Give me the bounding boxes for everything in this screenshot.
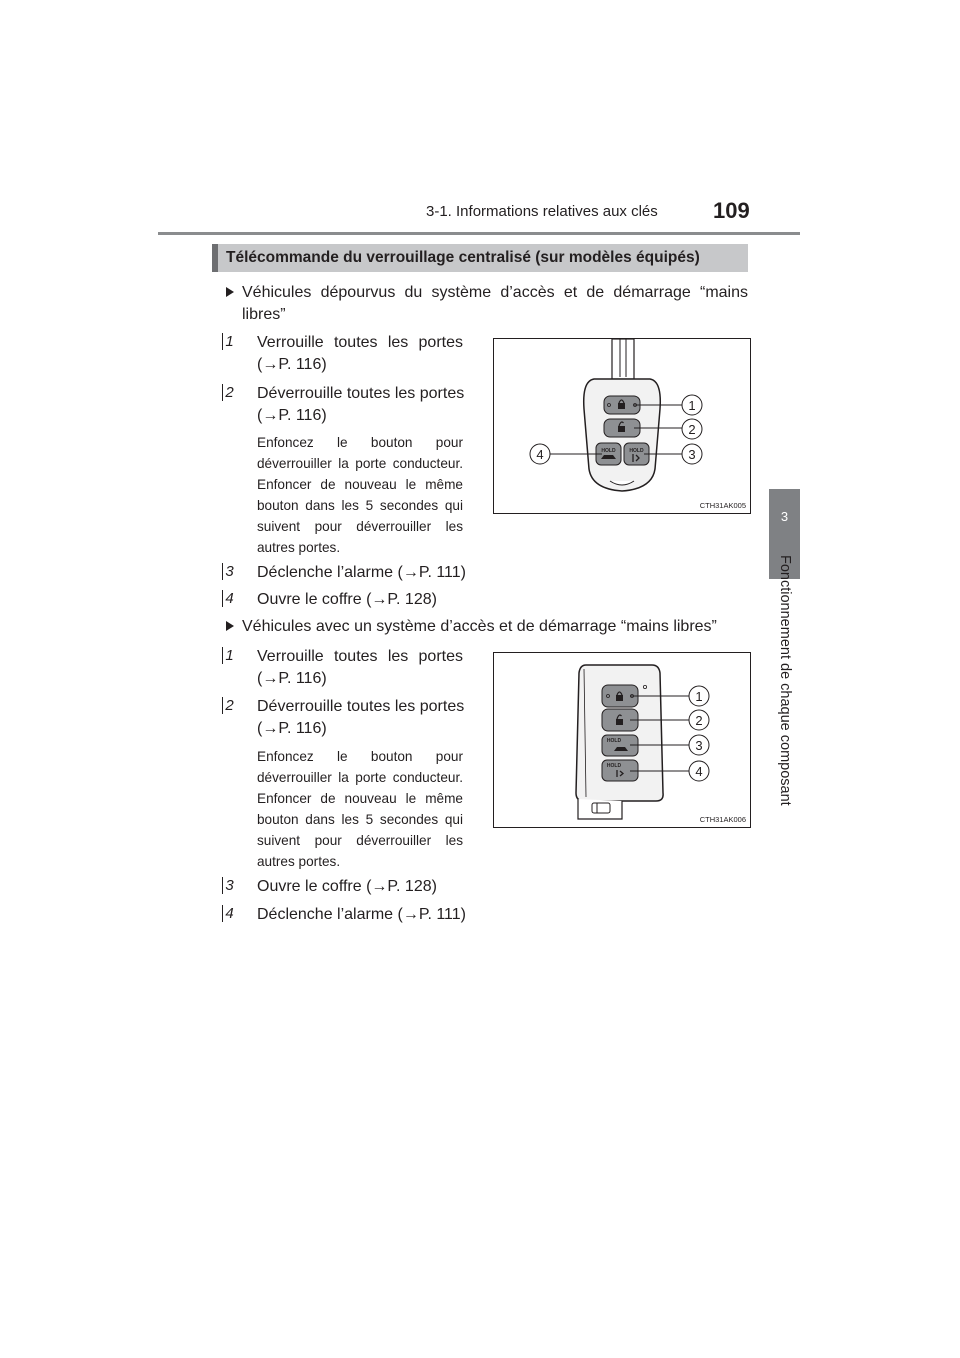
chapter-number: 3 (780, 509, 789, 524)
list-item (225, 332, 463, 376)
item-text: Ouvre le coffre (→P. 128) (257, 591, 437, 608)
item-number: 1 (222, 333, 236, 350)
callout-1: 1 (695, 689, 703, 704)
hold-label: HOLD (601, 448, 616, 454)
list-item (225, 696, 467, 740)
item-text: Verrouille toutes les portes (257, 334, 463, 351)
item-number: 2 (222, 697, 236, 714)
list-item (225, 646, 463, 690)
callout-3: 3 (695, 738, 703, 753)
section-heading: Télécommande du verrouillage centralisé (sur modèles équipés) (212, 244, 748, 272)
remote-key-illustration (494, 339, 750, 513)
figure-smart-key (493, 652, 751, 828)
item-number: 3 (222, 563, 236, 580)
smart-key-illustration (494, 653, 750, 827)
note-text: Enfoncez le bouton pour déverrouiller la porte conducteur. Enfoncer de nouveau le même bouton dans les 5 secondes qui suivent pour déverrouiller les autres portes. (257, 435, 463, 555)
arrow-bullet-icon (226, 287, 234, 297)
variant-heading-text: Véhicules avec un système d’accès et de démarrage “mains libres” (242, 618, 717, 635)
callout-1: 1 (688, 398, 696, 413)
page-reference: (→P. 116) (257, 407, 327, 424)
item-text: Ouvre le coffre (→P. 128) (257, 878, 437, 895)
figure-code: CTH31AK006 (699, 815, 746, 824)
item-text: Déclenche l’alarme (→P. 111) (257, 906, 466, 923)
list-item (225, 876, 517, 898)
item-number: 4 (222, 905, 236, 922)
item-number: 4 (222, 590, 236, 607)
item-number: 3 (222, 877, 236, 894)
list-item (225, 589, 517, 611)
hold-label: HOLD (606, 738, 622, 744)
variant-heading (226, 616, 766, 638)
variant-heading (226, 282, 748, 326)
list-item (225, 562, 517, 584)
list-item (225, 904, 517, 926)
item-text: Verrouille toutes les portes (257, 648, 463, 665)
item-text: Déclenche l’alarme (→P. 111) (257, 564, 466, 581)
hold-label: HOLD (629, 448, 644, 454)
chapter-title: Fonctionnement de chaque composant (777, 555, 793, 806)
page-number: 109 (713, 198, 750, 223)
item-text: Déverrouille toutes les portes (257, 698, 465, 715)
running-header: 3-1. Informations relatives aux clés (426, 203, 658, 220)
callout-4: 4 (695, 764, 703, 779)
page-reference: (→P. 116) (257, 720, 327, 737)
item-number: 2 (222, 384, 236, 401)
item-text: Déverrouille toutes les portes (257, 385, 465, 402)
callout-4: 4 (536, 447, 544, 462)
header-divider (158, 232, 800, 235)
page-reference: (→P. 116) (257, 670, 327, 687)
page-reference: (→P. 116) (257, 356, 327, 373)
callout-2: 2 (688, 422, 696, 437)
item-number: 1 (222, 647, 236, 664)
note-text: Enfoncez le bouton pour déverrouiller la porte conducteur. Enfoncer de nouveau le même bouton dans les 5 secondes qui suivent pour déverrouiller les autres portes. (257, 749, 463, 869)
arrow-bullet-icon (226, 621, 234, 631)
callout-2: 2 (695, 713, 703, 728)
figure-remote-key (493, 338, 751, 514)
hold-label: HOLD (606, 763, 622, 769)
callout-3: 3 (688, 447, 696, 462)
list-item (225, 383, 467, 427)
variant-heading-text: Véhicules dépourvus du système d’accès et de démarrage “mains libres” (242, 284, 748, 323)
figure-code: CTH31AK005 (699, 501, 746, 510)
